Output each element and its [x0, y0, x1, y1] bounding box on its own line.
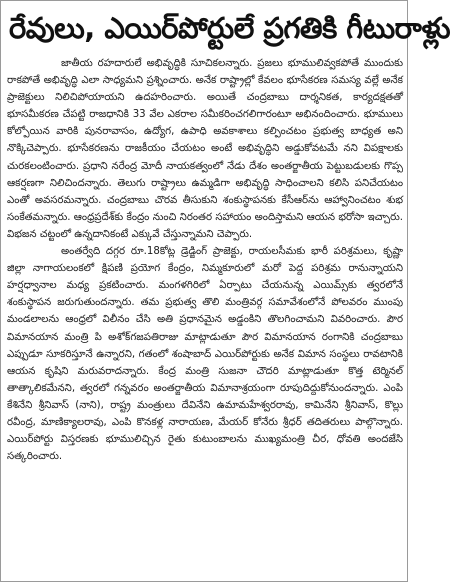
article-paragraph-2: అంతర్వేది దగ్గర రూ.18కోట్ల డ్రెడ్జింగ్ ప్రాజెక్టు, రాయలసీమకు భారీ పరిశ్రమలు, కృష్ణా జిల్లా నాగాయలంకలో క్షిపణి ప్రయోగ కేంద్రం, నిమ్మకూరులో మరో పెద్ద పరిశ్రమ రానున్నాయని హర్షధ్వానాల మధ్య ప్రకటించారు. మంగళగిరిలో ఏర్పాటు చేయనున్న ఎయిమ్స్‌కు త్వరలోనే శంకుస్థాపన జరుగుతుందన్నారు. తమ ప్రభుత్వ తొలి మంత్రివర్గ సమావేశంలోనే పోలవరం ముంపు మండలాలను ఆంధ్రలో విలీనం చేసి అతి ప్రధానమైన అడ్డంకిని తొలగించామని వివరించారు. పౌర విమానయాన మంత్రి పి అశోక్‌గజపతిరాజు మాట్లాడుతూ పౌర విమానయాన రంగానికి చంద్రబాబు ఎప్పుడూ సూకరిస్తూనే ఉన్నారని, గతంలో శంషాబాద్ ఎయిర్‌పోర్టుకు అనేక విమాన సంస్థలు రావటానికి ఆయన కృషిని మరువరాదన్నారు. కేంద్ర మంత్రి సుజనా చౌదరి మాట్లాడుతూ కొత్త టెర్మినల్ తాత్కాలికమేనని, త్వరలో గన్నవరం అంతర్జాతీయ విమానాశ్రయంగా రూపుదిద్దుకోనుందన్నారు. ఎంపి కేశినేని శ్రీనివాస్ (నాని), రాష్ట్ర మంత్రులు దేవినేని ఉమామహేశ్వరరావు, కామినేని శ్రీనివాస్, కొల్లు రవీంద్ర, మాణిక్యాలరావు, ఎంపి కొనకళ్ల నారాయణ, మేయర్ కోనేరు శ్రీధర్ తదితరులు పాల్గొన్నారు. ఎయిర్‌పోర్టు విస్తరణకు భూములిచ్చిన రైతు కుటుంబాలను ముఖ్యమంత్రి చీర, ధోవతి అందజేసి సత్కరించారు.: [7, 246, 403, 463]
headline: రేవులు, ఎయిర్‌పోర్టులే ప్రగతికి గీటురాళ్లు: [9, 11, 450, 45]
article-body: [7, 55, 403, 579]
article-paragraph-1: జాతీయ రహదారులే అభివృద్ధికి సూచికలన్నారు. ప్రజలు భూములివ్వకపోతే ముందుకు రాకపోతే అభివృద్ధి ఎలా సాధ్యమని ప్రశ్నించారు. అనేక రాష్ట్రాల్లో కేవలం భూసేకరణ సమస్య వల్లే అనేక ప్రాజెక్టులు నిలిచిపోయాయని ఉదహరించారు. అయితే చంద్రబాబు దార్శనికత, కార్యదక్షతతో భూసమీకరణ చేపట్టి రాజధానికి 33 వేల ఎకరాల సమీకరించగలిగారంటూ అభినందించారు. భూములు కోల్పోయిన వారికి పునరావాసం, ఉద్యోగ, ఉపాధి అవకాశాలు కల్పించటం ప్రభుత్వ బాధ్యత అని నొక్కిచెప్పారు. భూసేకరణను రాజకీయం చేయటం అంటే అభివృద్ధిని అడ్డుకోవటమే నని విపక్షాలకు చురకలంటించారు. ప్రధాని నరేంద్ర మోదీ నాయకత్వంలో నేడు దేశం అంతర్జాతీయ పెట్టుబడులకు గొప్ప ఆకర్షణగా నిలిచిందన్నారు. తెలుగు రాష్ట్రాలు ఉమ్మడిగా అభివృద్ధి సాధించాలని కలిసి పనిచేయటం ఎంతో అవసరమన్నారు. చంద్రబాబు చొరవ తీసుకుని శంకుస్థాపనకు కేసీఆర్‌ను ఆహ్వానించటం శుభ సంకేతమన్నారు. ఆంధ్రప్రదేశ్‌కు కేంద్రం నుంచి నిరంతర సహాయం అందిస్తామని ఆయన భరోసా ఇచ్చారు. విభజన చట్టంలో ఉన్నదానికంటే ఎక్కువే చేస్తున్నామని చెప్పారు.: [7, 58, 403, 240]
